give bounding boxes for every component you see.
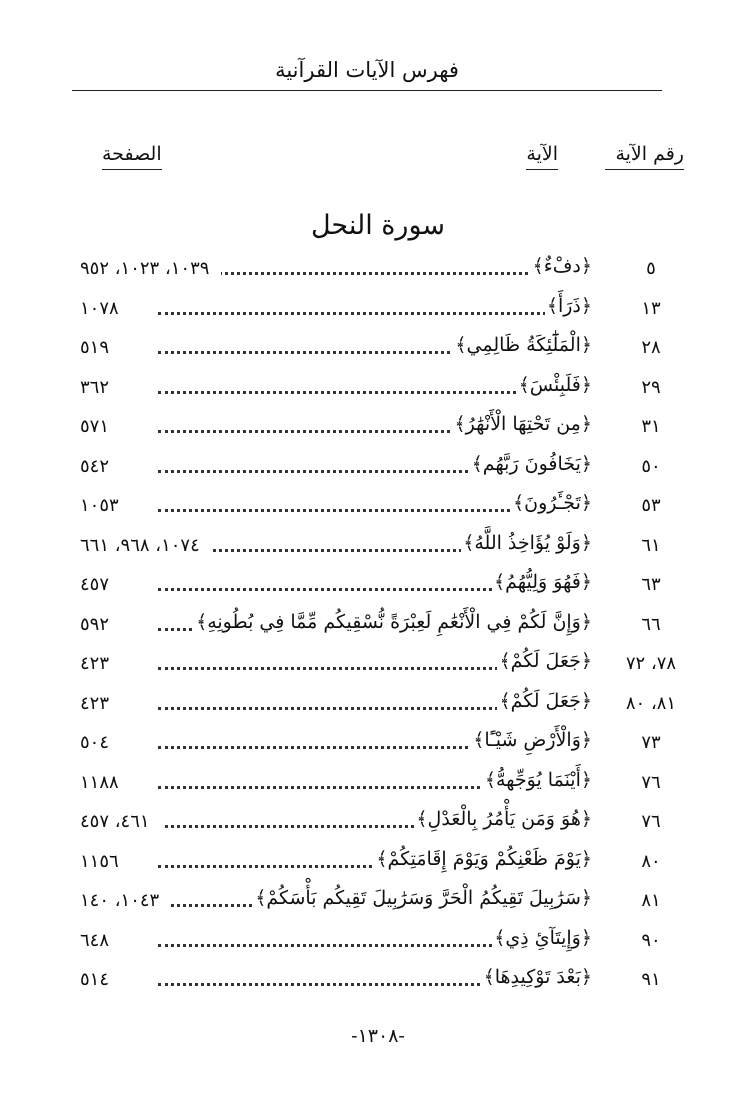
page-refs: ٥١٤ [80,969,121,990]
ayah-text: ﴿تَجْـَٔرُونَ﴾ [513,492,592,514]
index-row [72,847,682,887]
index-list [72,254,682,1005]
page-refs: ٣٦٢ [80,377,121,398]
page-refs: ١١٥٦ [80,851,131,872]
ayah-text: ﴿يَوْمَ ظَعْنِكُمْ وَيَوْمَ إِقَامَتِكُمْ﴾ [376,847,592,870]
page-refs: ١٠٤٣، ١٤٠ [80,890,171,911]
ayah-number: ٩١ [641,969,661,990]
index-row [72,926,682,966]
index-row [72,294,682,334]
ayah-text: ﴿دفْءٌ﴾ [532,255,592,277]
ayah-text: ﴿يَخَافُونَ رَبَّهُم﴾ [471,452,592,475]
ayah-text: ﴿أَيْنَمَا يُوَجِّههُّ﴾ [484,768,592,791]
ayah-number: ٨١، ٨٠ [625,692,677,714]
ayah-number: ٦٦ [641,613,661,635]
ayah-number: ٧٦ [641,811,661,832]
index-row [72,649,682,689]
page-refs: ٥٩٢ [80,614,121,635]
ayah-number: ٥٣ [641,495,661,516]
page-refs: ٥٠٤ [80,732,121,753]
ayah-number: ٨١ [641,890,661,911]
index-row [72,412,682,452]
ayah-text: ﴿فَلَبِئْسَ﴾ [518,373,592,396]
ayah-number: ٩٠ [641,929,661,951]
index-row [72,728,682,768]
ayah-number: ٢٩ [641,376,661,398]
page-refs: ٥٧١ [80,416,121,437]
ayah-number: ٧٨، ٧٢ [625,653,677,674]
ayah-number: ٥ [646,258,656,279]
column-header-ayah: الآية [526,143,558,170]
page-refs: ٤٦١، ٤٥٧ [80,811,162,832]
page-refs: ١٠٥٣ [80,495,131,516]
dot-leader [158,312,582,315]
page-refs: ١٠٣٩، ١٠٢٣، ٩٥٢ [80,258,221,279]
page-refs: ٤٥٧ [80,574,121,595]
ayah-text: ﴿سَرَٰبِيلَ تَقِيكُمُ الْحَرَّ وَسَرَٰبِيلَ تَقِيكُم بَأْسَكُمْ﴾ [255,887,592,909]
ayah-number: ٧٣ [641,732,661,753]
index-row [72,254,682,294]
index-row [72,373,682,413]
ayah-text: ﴿هُوَ وَمَن يَأْمُرُ بِالْعَدْلِ﴾ [416,808,592,830]
index-row [72,807,682,847]
page-refs: ١١٨٨ [80,772,131,793]
index-row [72,570,682,610]
ayah-text: ﴿جَعَلَ لَكُمْ﴾ [499,650,592,672]
ayah-text: ﴿وَالْأَرْضِ شَيْـًٔا﴾ [473,729,592,751]
page-number: -١٣٠٨- [351,1025,405,1047]
index-row [72,531,682,571]
index-row [72,333,682,373]
ayah-text: ﴿مِن تَحْتِهَا الْأَنْهَٰرُ﴾ [454,413,592,435]
index-row [72,886,682,926]
page-refs: ٥٤٢ [80,456,121,477]
header-rule [72,90,662,91]
ayah-number: ١٣ [641,297,661,319]
index-row [72,768,682,808]
ayah-text: ﴿وَلَوْ يُؤَاخِذُ اللَّهُ﴾ [463,531,592,554]
ayah-text: ﴿وَإِيتَآئِ ذِي﴾ [494,926,592,949]
ayah-number: ٦١ [641,534,661,556]
page-refs: ٤٢٣ [80,693,121,714]
ayah-text: ﴿الْمَلَٰٓئِكَةُ ظَالِمِي﴾ [455,334,592,356]
page-refs: ٦٤٨ [80,930,121,951]
ayah-text: ﴿ذَرَأَ﴾ [546,294,592,317]
page-refs: ١٠٧٨ [80,298,131,319]
ayah-text: ﴿فَهُوَ وَلِيُّهُمُ﴾ [493,571,592,593]
ayah-text: ﴿جَعَلَ لَكُمْ﴾ [499,689,592,712]
running-title: فهرس الآيات القرآنية [275,58,459,82]
index-row [72,452,682,492]
index-row [72,965,682,1005]
ayah-number: ٧٦ [641,771,661,793]
page-refs: ٥١٩ [80,337,121,358]
index-row [72,689,682,729]
ayah-text: ﴿بَعْدَ تَوْكِيدِهَا﴾ [483,966,592,988]
ayah-number: ٣١ [641,416,661,437]
index-row [72,610,682,650]
surah-title: سورة النحل [310,210,446,241]
page-refs: ١٠٧٤، ٩٦٨، ٦٦١ [80,535,212,556]
ayah-number: ٦٣ [641,574,661,595]
dot-leader [158,272,582,275]
column-header-ayah-number: رقم الآية [605,143,684,170]
page-refs: ٤٢٣ [80,653,121,674]
ayah-number: ٨٠ [641,850,661,872]
ayah-number: ٥٠ [641,455,661,477]
ayah-number: ٢٨ [641,337,661,358]
column-header-page: الصفحة [102,143,162,170]
index-row [72,491,682,531]
ayah-text: ﴿وَإِنَّ لَكُمْ فِي الْأَنْعَٰمِ لَعِبْرَةً نُّسْقِيكُم مِّمَّا فِي بُطُونِهِ﴾ [196,610,592,633]
